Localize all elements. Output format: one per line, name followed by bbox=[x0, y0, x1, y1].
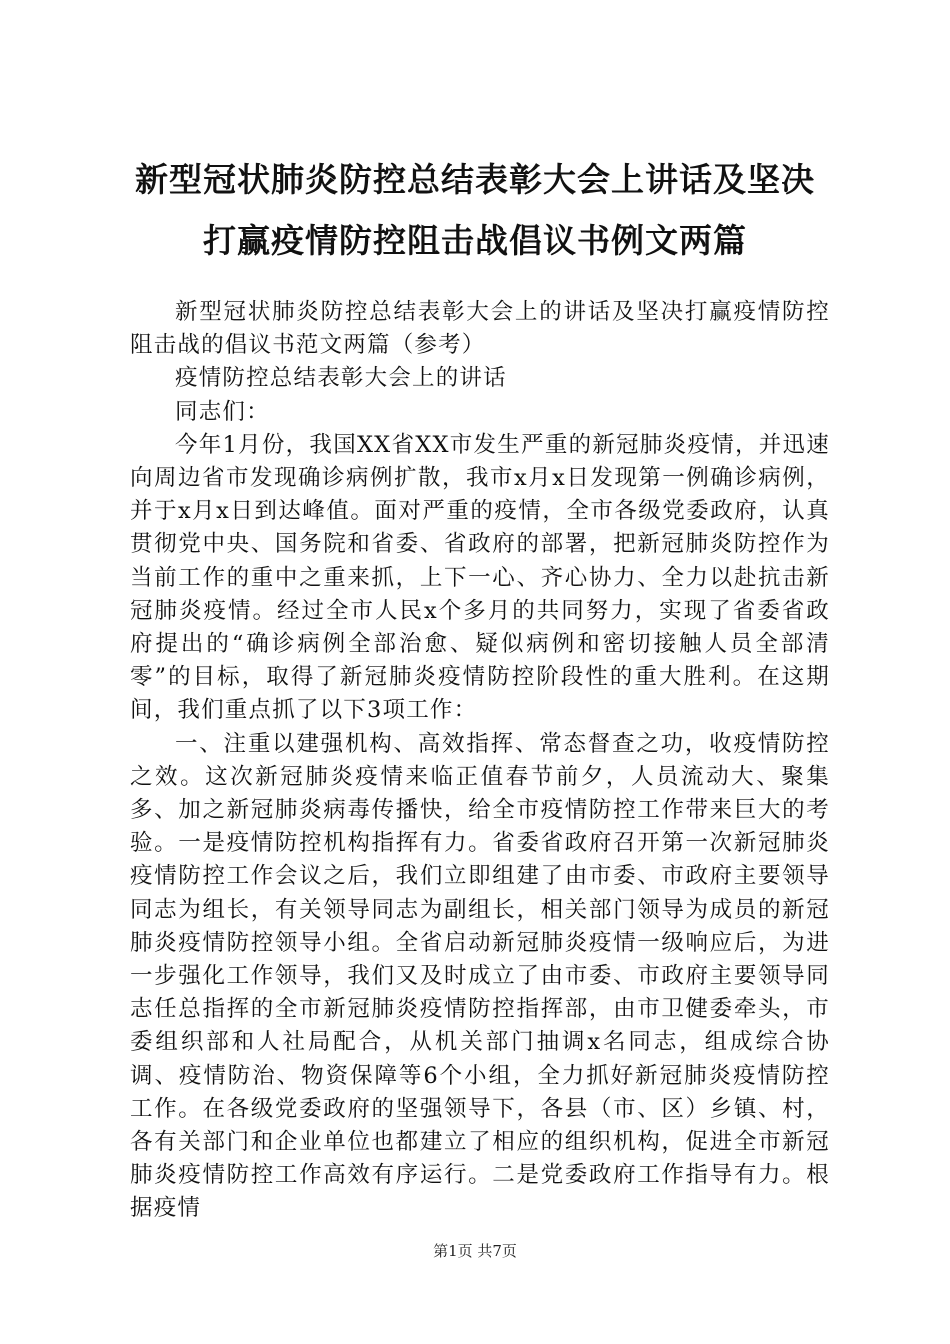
page-footer: 第1页 共7页 bbox=[433, 1242, 517, 1260]
document-body bbox=[130, 296, 830, 1226]
intro-paragraph: 新型冠状肺炎防控总结表彰大会上的讲话及坚决打赢疫情防控阻击战的倡议书范文两篇（参考） bbox=[130, 299, 830, 359]
body-paragraph: 一、注重以建强机构、高效指挥、常态督查之功，收疫情防控之效。这次新冠肺炎疫情来临正值春节前夕，人员流动大、聚集多、加之新冠肺炎病毒传播快，给全市疫情防控工作带来巨大的考验。一是疫情防控机构指挥有力。省委省政府召开第一次新冠肺炎疫情防控工作会议之后，我们立即组建了由市委、市政府主要领导同志为组长，有关领导同志为副组长，相关部门领导为成员的新冠肺炎疫情防控领导小组。全省启动新冠肺炎疫情一级响应后，为进一步强化工作领导，我们又及时成立了由市委、市政府主要领导同志任总指挥的全市新冠肺炎疫情防控指挥部，由市卫健委牵头，市委组织部和人社局配合，从机关部门抽调x名同志，组成综合协调、疫情防治、物资保障等6个小组，全力抓好新冠肺炎疫情防控工作。在各级党委政府的坚强领导下，各县（市、区）乡镇、村，各有关部门和企业单位也都建立了相应的组织机构，促进全市新冠肺炎疫情防控工作高效有序运行。二是党委政府工作指导有力。根据疫情 bbox=[130, 730, 830, 1222]
document-title-line-2: 打赢疫情防控阻击战倡议书例文两篇 bbox=[203, 221, 747, 260]
salutation: 同志们： bbox=[175, 398, 270, 425]
body-paragraph: 今年1月份，我国XX省XX市发生严重的新冠肺炎疫情，并迅速向周边省市发现确诊病例扩散，我市x月x日发现第一例确诊病例，并于x月x日到达峰值。面对严重的疫情，全市各级党委政府，认真贯彻党中央、国务院和省委、省政府的部署，把新冠肺炎防控作为当前工作的重中之重来抓，上下一心、齐心协力、全力以赴抗击新冠肺炎疫情。经过全市人民x个多月的共同努力，实现了省委省政府提出的“确诊病例全部治愈、疑似病例和密切接触人员全部清零”的目标，取得了新冠肺炎疫情防控阶段性的重大胜利。在这期间，我们重点抓了以下3项工作： bbox=[130, 431, 830, 724]
speech-heading: 疫情防控总结表彰大会上的讲话 bbox=[175, 365, 507, 392]
document-title-line-1: 新型冠状肺炎防控总结表彰大会上讲话及坚决 bbox=[135, 160, 815, 199]
